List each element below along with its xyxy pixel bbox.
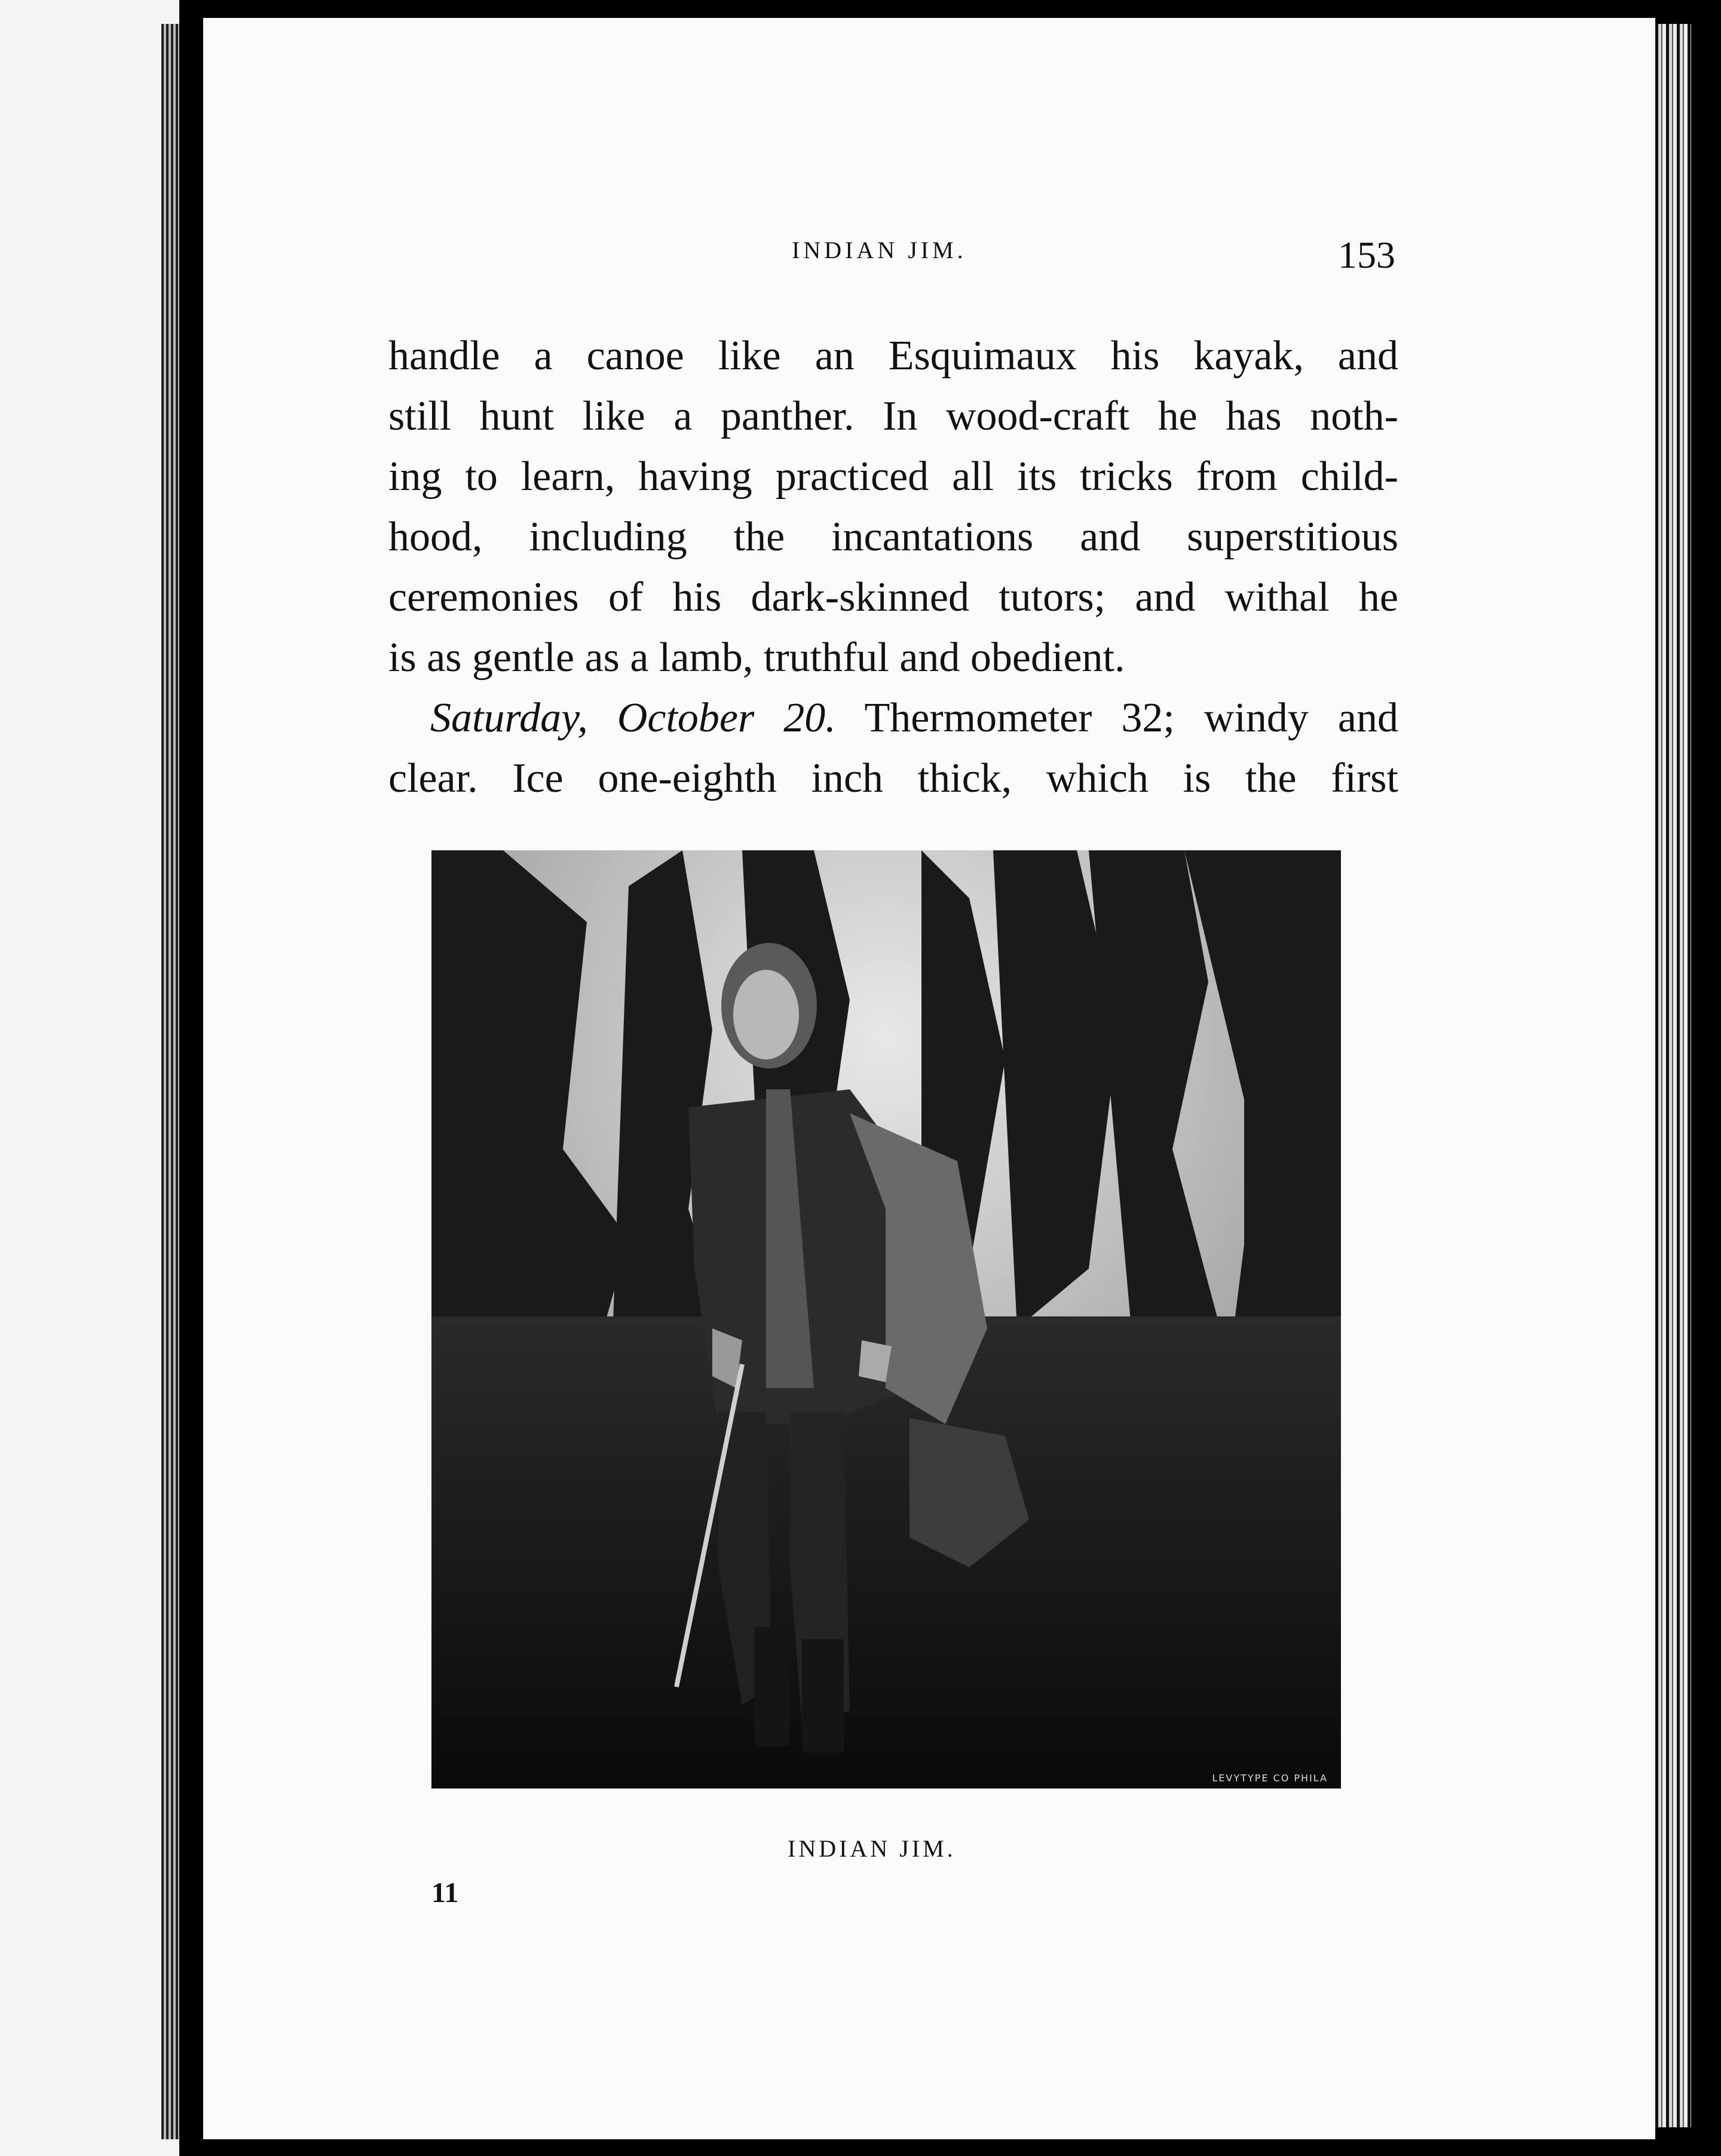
engraver-credit: LEVYTYPE CO PHILA (1212, 1772, 1328, 1784)
entry-text: Thermometer 32; windy and (864, 695, 1398, 741)
plate-caption: INDIAN JIM. (788, 1835, 956, 1862)
page-number: 153 (1338, 234, 1395, 276)
page-stack-edge (1655, 24, 1691, 2127)
text-line: ing to learn, having practiced all its tricks from child- (388, 454, 1398, 500)
photo-plate (431, 850, 1341, 1788)
photo-illustration (431, 850, 1341, 1788)
diary-entry-line (388, 688, 1398, 748)
facing-page-edge (161, 24, 179, 2139)
entry-date: Saturday, October 20. (430, 695, 836, 741)
running-head: INDIAN JIM. (792, 237, 967, 264)
body-text (388, 326, 1398, 808)
book-gutter (179, 0, 203, 2156)
facing-page (0, 0, 179, 2156)
text-line: clear. Ice one-eighth inch thick, which is the first (388, 755, 1398, 801)
text-line: is as gentle as a lamb, truthful and obedient. (388, 635, 1125, 681)
signature-mark: 11 (431, 1877, 459, 1909)
text-line: hood, including the incantations and superstitious (388, 514, 1398, 560)
text-line: ceremonies of his dark-skinned tutors; and withal he (388, 574, 1398, 620)
text-line: handle a canoe like an Esquimaux his kayak, and (388, 333, 1398, 379)
text-line: still hunt like a panther. In wood-craft he has noth- (388, 393, 1398, 439)
